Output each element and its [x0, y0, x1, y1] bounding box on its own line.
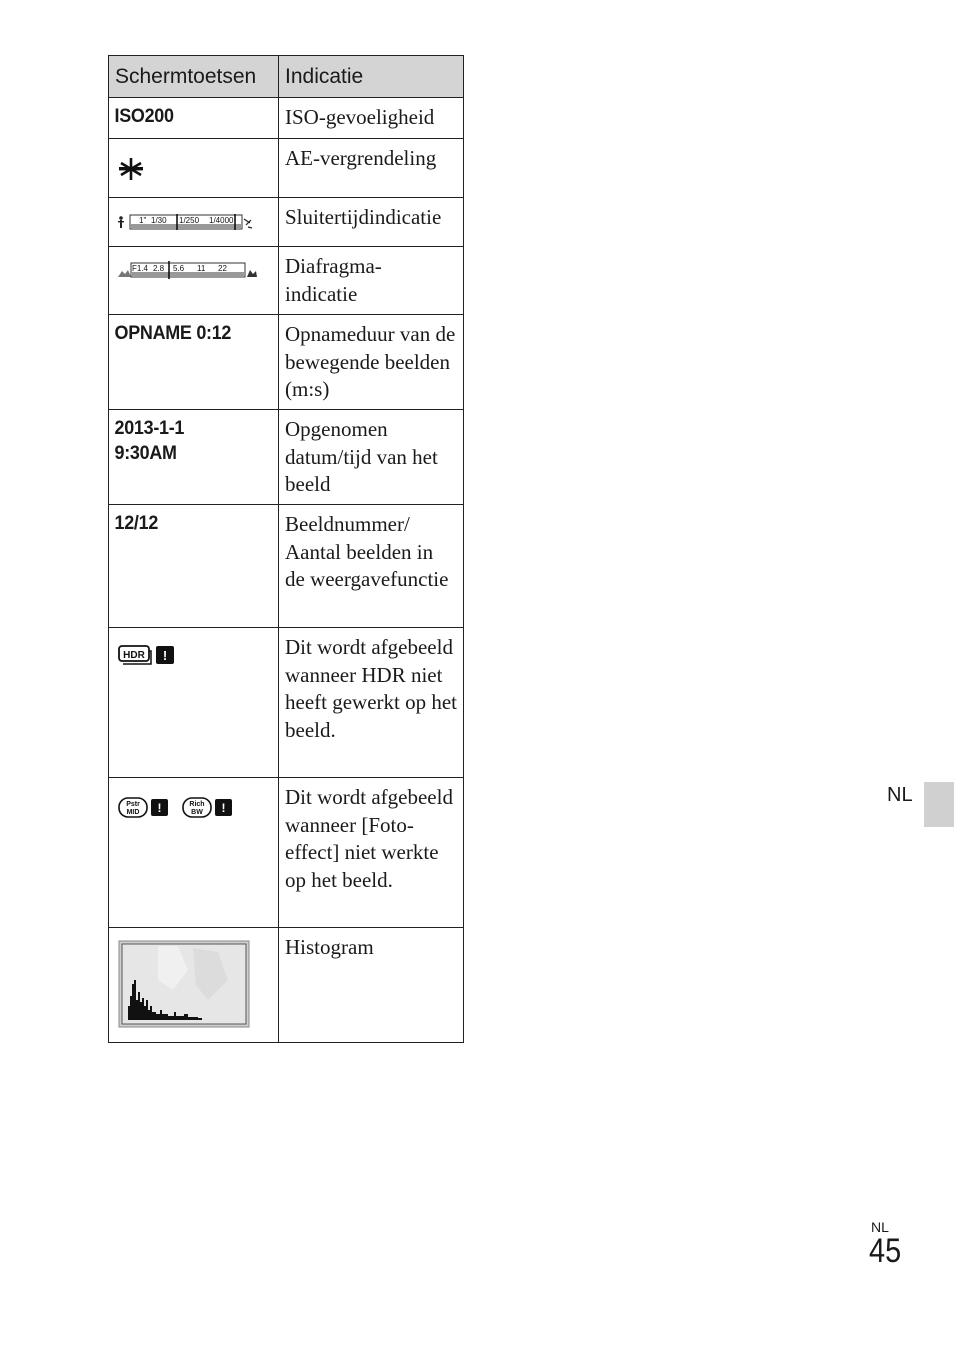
row-description: ISO-gevoeligheid — [285, 105, 435, 129]
warning-exclamation: ! — [221, 801, 226, 815]
row-description: Dit wordt afgebeeld wanneer HDR niet heeft gewerkt op het beeld. — [285, 635, 458, 742]
shutter-scale-label: 1/250 — [179, 216, 200, 225]
table-row — [109, 410, 464, 505]
aperture-scale-label: 5.6 — [173, 264, 185, 273]
indicator-table — [108, 55, 464, 1043]
row-description: Opnameduur van de bewegende beelden (m:s) — [285, 322, 456, 401]
shutter-speed-scale-icon — [117, 214, 257, 232]
warning-exclamation: ! — [157, 801, 162, 815]
shutter-scale-label: 1/4000 — [209, 216, 234, 225]
posterization-icon-subtext: MID — [126, 809, 140, 816]
row-description: Sluitertijdindicatie — [285, 205, 442, 229]
recording-time: OPNAME 0:12 — [114, 322, 232, 344]
shutter-scale-label: 1/30 — [151, 216, 167, 225]
ae-lock-icon — [118, 156, 144, 182]
page-number: 45 — [869, 1232, 902, 1270]
rich-tone-mono-icon-text: Rich — [189, 801, 205, 808]
table-row — [109, 928, 464, 1043]
table-row — [109, 139, 464, 198]
hdr-icon-text: HDR — [123, 650, 145, 661]
recorded-date-time: 2013-1-1 9:30AM — [114, 417, 185, 464]
table-row — [109, 315, 464, 410]
picture-effect-warning-icon — [118, 797, 238, 819]
aperture-scale-icon — [117, 261, 257, 281]
aperture-scale-label: F1.4 — [132, 264, 149, 273]
table-row — [109, 198, 464, 247]
table-header-row — [109, 56, 464, 98]
table-row — [109, 247, 464, 315]
table-row — [109, 505, 464, 628]
table-row — [109, 778, 464, 928]
language-tab-label: NL — [887, 784, 913, 806]
rich-tone-mono-icon-subtext: BW — [191, 809, 203, 816]
table-row — [109, 98, 464, 139]
row-description: Opgenomen datum/tijd van het beeld — [285, 417, 438, 496]
aperture-scale-label: 2.8 — [153, 264, 165, 273]
iso-value: ISO200 — [114, 105, 174, 127]
row-description: Diafragma- indicatie — [285, 254, 382, 306]
row-description: Histogram — [285, 935, 374, 959]
row-description: Dit wordt afgebeeld wanneer [Foto-effect] niet werkte op het beeld. — [285, 785, 453, 892]
shutter-scale-label: 1" — [139, 216, 147, 225]
warning-exclamation: ! — [162, 648, 168, 663]
column-header-indication: Indicatie — [279, 56, 464, 98]
aperture-scale-label: 22 — [218, 264, 227, 273]
aperture-scale-label: 11 — [197, 264, 206, 273]
hdr-warning-icon — [118, 645, 178, 665]
table-row — [109, 628, 464, 778]
page-language: NL — [871, 1219, 889, 1235]
image-number: 12/12 — [114, 512, 159, 534]
row-description: Beeldnummer/ Aantal beelden in de weergavefunctie — [285, 512, 449, 591]
posterization-icon-text: Pstr — [126, 801, 140, 808]
row-description: AE-vergrendeling — [285, 146, 437, 170]
column-header-keys: Schermtoetsen — [109, 56, 279, 98]
language-tab-marker — [924, 782, 954, 827]
histogram-icon — [118, 940, 250, 1028]
